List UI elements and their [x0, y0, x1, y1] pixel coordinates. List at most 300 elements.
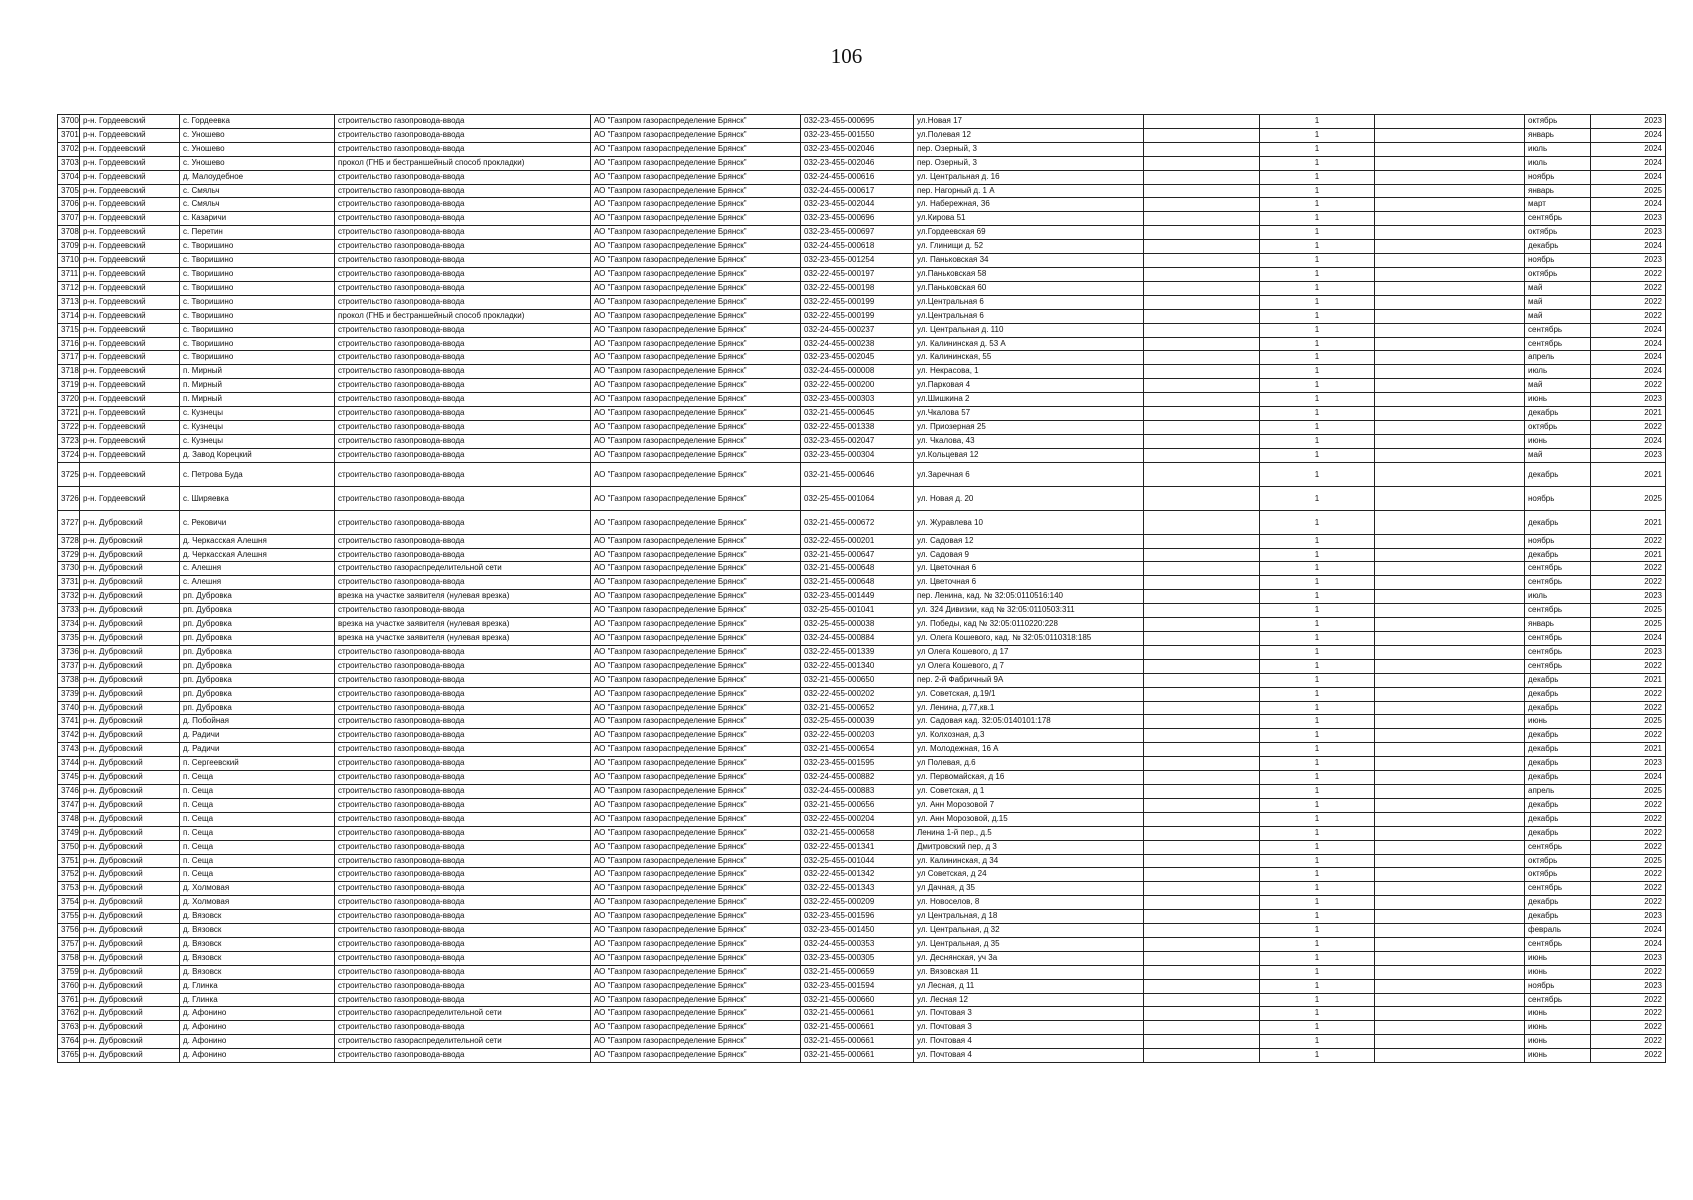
quantity-cell: 1 [1260, 826, 1375, 840]
district-cell: р-н. Гордеевский [80, 128, 180, 142]
organization-cell: АО "Газпром газораспределение Брянск" [591, 1021, 801, 1035]
row-number: 3764 [58, 1035, 80, 1049]
work-type-cell: строительство газопровода-ввода [335, 337, 591, 351]
application-code-cell: 032-21-455-000661 [801, 1021, 914, 1035]
year-cell: 2023 [1591, 979, 1666, 993]
quantity-cell: 1 [1260, 868, 1375, 882]
application-code-cell: 032-24-455-000238 [801, 337, 914, 351]
organization-cell: АО "Газпром газораспределение Брянск" [591, 798, 801, 812]
table-row [58, 826, 1666, 840]
blank-cell [1375, 462, 1525, 486]
organization-cell: АО "Газпром газораспределение Брянск" [591, 309, 801, 323]
quantity-cell: 1 [1260, 281, 1375, 295]
quantity-cell: 1 [1260, 184, 1375, 198]
organization-cell: АО "Газпром газораспределение Брянск" [591, 407, 801, 421]
blank-cell [1144, 510, 1260, 534]
organization-cell: АО "Газпром газораспределение Брянск" [591, 115, 801, 129]
blank-cell [1375, 170, 1525, 184]
district-cell: р-н. Дубровский [80, 576, 180, 590]
year-cell: 2025 [1591, 715, 1666, 729]
year-cell: 2024 [1591, 198, 1666, 212]
application-code-cell: 032-23-455-002047 [801, 434, 914, 448]
blank-cell [1375, 128, 1525, 142]
address-cell: ул. Первомайская, д 16 [914, 771, 1144, 785]
application-code-cell: 032-22-455-001341 [801, 840, 914, 854]
district-cell: р-н. Гордеевский [80, 420, 180, 434]
district-cell: р-н. Гордеевский [80, 240, 180, 254]
quantity-cell: 1 [1260, 448, 1375, 462]
blank-cell [1375, 993, 1525, 1007]
blank-cell [1144, 267, 1260, 281]
address-cell: ул. Центральная, д 32 [914, 924, 1144, 938]
year-cell: 2022 [1591, 562, 1666, 576]
application-code-cell: 032-24-455-000617 [801, 184, 914, 198]
row-number: 3757 [58, 937, 80, 951]
blank-cell [1375, 826, 1525, 840]
district-cell: р-н. Дубровский [80, 882, 180, 896]
table-row [58, 868, 1666, 882]
month-cell: декабрь [1525, 240, 1591, 254]
blank-cell [1375, 337, 1525, 351]
blank-cell [1144, 534, 1260, 548]
application-code-cell: 032-22-455-000203 [801, 729, 914, 743]
work-type-cell: строительство газопровода-ввода [335, 993, 591, 1007]
row-number: 3759 [58, 965, 80, 979]
settlement-cell: рп. Дубровка [180, 618, 335, 632]
row-number: 3728 [58, 534, 80, 548]
quantity-cell: 1 [1260, 548, 1375, 562]
settlement-cell: рп. Дубровка [180, 632, 335, 646]
year-cell: 2023 [1591, 212, 1666, 226]
blank-cell [1375, 240, 1525, 254]
district-cell: р-н. Дубровский [80, 604, 180, 618]
quantity-cell: 1 [1260, 701, 1375, 715]
row-number: 3731 [58, 576, 80, 590]
year-cell: 2023 [1591, 645, 1666, 659]
address-cell: ул. Калининская д. 53 А [914, 337, 1144, 351]
quantity-cell: 1 [1260, 910, 1375, 924]
settlement-cell: д. Глинка [180, 979, 335, 993]
year-cell: 2021 [1591, 673, 1666, 687]
address-cell: ул.Парковая 4 [914, 379, 1144, 393]
work-type-cell: строительство газопровода-ввода [335, 1049, 591, 1063]
table-row [58, 618, 1666, 632]
application-code-cell: 032-25-455-000038 [801, 618, 914, 632]
settlement-cell: п. Мирный [180, 393, 335, 407]
month-cell: июль [1525, 365, 1591, 379]
quantity-cell: 1 [1260, 198, 1375, 212]
settlement-cell: д. Черкасская Алешня [180, 548, 335, 562]
year-cell: 2024 [1591, 937, 1666, 951]
settlement-cell: п. Мирный [180, 365, 335, 379]
table-row [58, 548, 1666, 562]
blank-cell [1375, 548, 1525, 562]
blank-cell [1144, 882, 1260, 896]
row-number: 3730 [58, 562, 80, 576]
blank-cell [1375, 267, 1525, 281]
row-number: 3714 [58, 309, 80, 323]
register-body [58, 115, 1666, 1063]
table-row [58, 896, 1666, 910]
quantity-cell: 1 [1260, 854, 1375, 868]
blank-cell [1144, 757, 1260, 771]
settlement-cell: рп. Дубровка [180, 590, 335, 604]
address-cell: ул. Почтовая 3 [914, 1007, 1144, 1021]
work-type-cell: строительство газопровода-ввода [335, 267, 591, 281]
application-code-cell: 032-23-455-000697 [801, 226, 914, 240]
organization-cell: АО "Газпром газораспределение Брянск" [591, 715, 801, 729]
blank-cell [1144, 548, 1260, 562]
settlement-cell: д. Афонино [180, 1021, 335, 1035]
month-cell: октябрь [1525, 420, 1591, 434]
month-cell: декабрь [1525, 687, 1591, 701]
blank-cell [1144, 868, 1260, 882]
quantity-cell: 1 [1260, 687, 1375, 701]
quantity-cell: 1 [1260, 951, 1375, 965]
blank-cell [1375, 701, 1525, 715]
blank-cell [1375, 576, 1525, 590]
work-type-cell: строительство газораспределительной сети [335, 1035, 591, 1049]
blank-cell [1375, 254, 1525, 268]
quantity-cell: 1 [1260, 771, 1375, 785]
blank-cell [1144, 979, 1260, 993]
year-cell: 2022 [1591, 701, 1666, 715]
row-number: 3755 [58, 910, 80, 924]
year-cell: 2022 [1591, 687, 1666, 701]
address-cell: ул. Почтовая 3 [914, 1021, 1144, 1035]
quantity-cell: 1 [1260, 115, 1375, 129]
application-code-cell: 032-23-455-001596 [801, 910, 914, 924]
month-cell: октябрь [1525, 226, 1591, 240]
row-number: 3711 [58, 267, 80, 281]
table-row [58, 701, 1666, 715]
quantity-cell: 1 [1260, 323, 1375, 337]
blank-cell [1144, 645, 1260, 659]
settlement-cell: п. Сеща [180, 784, 335, 798]
quantity-cell: 1 [1260, 254, 1375, 268]
application-code-cell: 032-21-455-000647 [801, 548, 914, 562]
blank-cell [1144, 993, 1260, 1007]
work-type-cell: строительство газораспределительной сети [335, 1007, 591, 1021]
quantity-cell: 1 [1260, 882, 1375, 896]
address-cell: ул. Анн Морозовой 7 [914, 798, 1144, 812]
settlement-cell: с. Творишино [180, 267, 335, 281]
address-cell: ул Дачная, д 35 [914, 882, 1144, 896]
year-cell: 2022 [1591, 868, 1666, 882]
district-cell: р-н. Дубровский [80, 632, 180, 646]
settlement-cell: с. Кузнецы [180, 407, 335, 421]
table-row [58, 910, 1666, 924]
settlement-cell: с. Творишино [180, 323, 335, 337]
year-cell: 2024 [1591, 924, 1666, 938]
settlement-cell: с. Гордеевка [180, 115, 335, 129]
table-row [58, 295, 1666, 309]
settlement-cell: д. Вязовск [180, 965, 335, 979]
organization-cell: АО "Газпром газораспределение Брянск" [591, 434, 801, 448]
settlement-cell: с. Уношево [180, 128, 335, 142]
quantity-cell: 1 [1260, 407, 1375, 421]
blank-cell [1144, 323, 1260, 337]
address-cell: ул.Шишкина 2 [914, 393, 1144, 407]
district-cell: р-н. Дубровский [80, 924, 180, 938]
settlement-cell: д. Малоудебное [180, 170, 335, 184]
district-cell: р-н. Гордеевский [80, 486, 180, 510]
year-cell: 2025 [1591, 784, 1666, 798]
year-cell: 2024 [1591, 632, 1666, 646]
address-cell: ул. Лесная 12 [914, 993, 1144, 1007]
table-row [58, 407, 1666, 421]
address-cell: ул Лесная, д 11 [914, 979, 1144, 993]
organization-cell: АО "Газпром газораспределение Брянск" [591, 365, 801, 379]
application-code-cell: 032-22-455-000204 [801, 812, 914, 826]
row-number: 3735 [58, 632, 80, 646]
address-cell: ул. Почтовая 4 [914, 1049, 1144, 1063]
table-row [58, 212, 1666, 226]
year-cell: 2024 [1591, 128, 1666, 142]
quantity-cell: 1 [1260, 1049, 1375, 1063]
year-cell: 2022 [1591, 882, 1666, 896]
application-code-cell: 032-24-455-000008 [801, 365, 914, 379]
organization-cell: АО "Газпром газораспределение Брянск" [591, 687, 801, 701]
address-cell: ул. Центральная, д 35 [914, 937, 1144, 951]
month-cell: ноябрь [1525, 534, 1591, 548]
blank-cell [1144, 771, 1260, 785]
district-cell: р-н. Гордеевский [80, 393, 180, 407]
quantity-cell: 1 [1260, 618, 1375, 632]
quantity-cell: 1 [1260, 993, 1375, 1007]
district-cell: р-н. Дубровский [80, 715, 180, 729]
district-cell: р-н. Дубровский [80, 1021, 180, 1035]
district-cell: р-н. Дубровский [80, 1035, 180, 1049]
table-row [58, 1007, 1666, 1021]
blank-cell [1144, 407, 1260, 421]
address-cell: ул Центральная, д 18 [914, 910, 1144, 924]
organization-cell: АО "Газпром газораспределение Брянск" [591, 645, 801, 659]
month-cell: июнь [1525, 434, 1591, 448]
application-code-cell: 032-25-455-001064 [801, 486, 914, 510]
blank-cell [1375, 840, 1525, 854]
application-code-cell: 032-22-455-001342 [801, 868, 914, 882]
settlement-cell: д. Вязовск [180, 924, 335, 938]
organization-cell: АО "Газпром газораспределение Брянск" [591, 510, 801, 534]
month-cell: ноябрь [1525, 254, 1591, 268]
district-cell: р-н. Дубровский [80, 687, 180, 701]
district-cell: р-н. Дубровский [80, 896, 180, 910]
blank-cell [1144, 701, 1260, 715]
row-number: 3746 [58, 784, 80, 798]
district-cell: р-н. Дубровский [80, 562, 180, 576]
table-row [58, 198, 1666, 212]
table-row [58, 462, 1666, 486]
work-type-cell: строительство газопровода-ввода [335, 379, 591, 393]
month-cell: декабрь [1525, 798, 1591, 812]
work-type-cell: строительство газопровода-ввода [335, 729, 591, 743]
month-cell: июнь [1525, 965, 1591, 979]
month-cell: декабрь [1525, 510, 1591, 534]
month-cell: май [1525, 281, 1591, 295]
blank-cell [1375, 659, 1525, 673]
work-type-cell: строительство газопровода-ввода [335, 604, 591, 618]
month-cell: июль [1525, 590, 1591, 604]
blank-cell [1375, 896, 1525, 910]
blank-cell [1144, 896, 1260, 910]
district-cell: р-н. Гордеевский [80, 295, 180, 309]
month-cell: сентябрь [1525, 337, 1591, 351]
quantity-cell: 1 [1260, 295, 1375, 309]
register-table [57, 114, 1666, 1063]
application-code-cell: 032-21-455-000660 [801, 993, 914, 1007]
row-number: 3745 [58, 771, 80, 785]
blank-cell [1375, 645, 1525, 659]
district-cell: р-н. Гордеевский [80, 281, 180, 295]
year-cell: 2024 [1591, 323, 1666, 337]
work-type-cell: строительство газопровода-ввода [335, 351, 591, 365]
organization-cell: АО "Газпром газораспределение Брянск" [591, 562, 801, 576]
work-type-cell: строительство газопровода-ввода [335, 965, 591, 979]
year-cell: 2023 [1591, 951, 1666, 965]
row-number: 3753 [58, 882, 80, 896]
organization-cell: АО "Газпром газораспределение Брянск" [591, 323, 801, 337]
month-cell: апрель [1525, 784, 1591, 798]
month-cell: май [1525, 295, 1591, 309]
month-cell: декабрь [1525, 812, 1591, 826]
organization-cell: АО "Газпром газораспределение Брянск" [591, 993, 801, 1007]
table-row [58, 798, 1666, 812]
work-type-cell: строительство газопровода-ввода [335, 924, 591, 938]
row-number: 3734 [58, 618, 80, 632]
organization-cell: АО "Газпром газораспределение Брянск" [591, 743, 801, 757]
month-cell: декабрь [1525, 743, 1591, 757]
address-cell: ул. Паньковская 34 [914, 254, 1144, 268]
blank-cell [1375, 115, 1525, 129]
year-cell: 2022 [1591, 729, 1666, 743]
year-cell: 2024 [1591, 156, 1666, 170]
address-cell: ул.Центральная 6 [914, 295, 1144, 309]
district-cell: р-н. Дубровский [80, 951, 180, 965]
table-row [58, 576, 1666, 590]
work-type-cell: строительство газопровода-ввода [335, 715, 591, 729]
application-code-cell: 032-21-455-000648 [801, 576, 914, 590]
application-code-cell: 032-21-455-000672 [801, 510, 914, 534]
blank-cell [1144, 351, 1260, 365]
work-type-cell: строительство газопровода-ввода [335, 812, 591, 826]
blank-cell [1144, 590, 1260, 604]
row-number: 3725 [58, 462, 80, 486]
table-row [58, 1021, 1666, 1035]
settlement-cell: д. Холмовая [180, 882, 335, 896]
settlement-cell: рп. Дубровка [180, 673, 335, 687]
work-type-cell: строительство газопровода-ввода [335, 951, 591, 965]
district-cell: р-н. Гордеевский [80, 309, 180, 323]
year-cell: 2022 [1591, 309, 1666, 323]
quantity-cell: 1 [1260, 757, 1375, 771]
address-cell: ул. Советская, д 1 [914, 784, 1144, 798]
address-cell: ул. Новоселов, 8 [914, 896, 1144, 910]
month-cell: июль [1525, 156, 1591, 170]
row-number: 3749 [58, 826, 80, 840]
row-number: 3701 [58, 128, 80, 142]
row-number: 3751 [58, 854, 80, 868]
month-cell: декабрь [1525, 910, 1591, 924]
settlement-cell: п. Сеща [180, 826, 335, 840]
table-row [58, 281, 1666, 295]
month-cell: май [1525, 379, 1591, 393]
month-cell: ноябрь [1525, 486, 1591, 510]
year-cell: 2021 [1591, 548, 1666, 562]
organization-cell: АО "Газпром газораспределение Брянск" [591, 965, 801, 979]
quantity-cell: 1 [1260, 924, 1375, 938]
quantity-cell: 1 [1260, 632, 1375, 646]
quantity-cell: 1 [1260, 590, 1375, 604]
address-cell: ул. Приозерная 25 [914, 420, 1144, 434]
blank-cell [1375, 632, 1525, 646]
year-cell: 2022 [1591, 840, 1666, 854]
row-number: 3747 [58, 798, 80, 812]
work-type-cell: врезка на участке заявителя (нулевая врезка) [335, 618, 591, 632]
organization-cell: АО "Газпром газораспределение Брянск" [591, 729, 801, 743]
work-type-cell: строительство газопровода-ввода [335, 757, 591, 771]
application-code-cell: 032-21-455-000659 [801, 965, 914, 979]
settlement-cell: п. Сеща [180, 854, 335, 868]
quantity-cell: 1 [1260, 170, 1375, 184]
blank-cell [1375, 420, 1525, 434]
blank-cell [1375, 618, 1525, 632]
address-cell: ул Полевая, д.6 [914, 757, 1144, 771]
organization-cell: АО "Газпром газораспределение Брянск" [591, 198, 801, 212]
table-row [58, 379, 1666, 393]
blank-cell [1375, 379, 1525, 393]
quantity-cell: 1 [1260, 965, 1375, 979]
table-row [58, 393, 1666, 407]
blank-cell [1375, 198, 1525, 212]
row-number: 3762 [58, 1007, 80, 1021]
blank-cell [1375, 562, 1525, 576]
district-cell: р-н. Дубровский [80, 548, 180, 562]
district-cell: р-н. Дубровский [80, 757, 180, 771]
organization-cell: АО "Газпром газораспределение Брянск" [591, 448, 801, 462]
application-code-cell: 032-22-455-001343 [801, 882, 914, 896]
year-cell: 2025 [1591, 618, 1666, 632]
organization-cell: АО "Газпром газораспределение Брянск" [591, 771, 801, 785]
quantity-cell: 1 [1260, 420, 1375, 434]
work-type-cell: строительство газопровода-ввода [335, 486, 591, 510]
row-number: 3761 [58, 993, 80, 1007]
year-cell: 2023 [1591, 393, 1666, 407]
blank-cell [1375, 448, 1525, 462]
work-type-cell: строительство газопровода-ввода [335, 226, 591, 240]
quantity-cell: 1 [1260, 784, 1375, 798]
quantity-cell: 1 [1260, 1021, 1375, 1035]
settlement-cell: с. Петрова Буда [180, 462, 335, 486]
row-number: 3718 [58, 365, 80, 379]
blank-cell [1375, 812, 1525, 826]
address-cell: ул.Полевая 12 [914, 128, 1144, 142]
organization-cell: АО "Газпром газораспределение Брянск" [591, 618, 801, 632]
month-cell: декабрь [1525, 729, 1591, 743]
blank-cell [1144, 1049, 1260, 1063]
year-cell: 2022 [1591, 576, 1666, 590]
organization-cell: АО "Газпром газораспределение Брянск" [591, 462, 801, 486]
blank-cell [1375, 486, 1525, 510]
blank-cell [1144, 576, 1260, 590]
application-code-cell: 032-21-455-000661 [801, 1035, 914, 1049]
table-row [58, 267, 1666, 281]
blank-cell [1144, 309, 1260, 323]
district-cell: р-н. Дубровский [80, 937, 180, 951]
work-type-cell: строительство газопровода-ввода [335, 673, 591, 687]
month-cell: сентябрь [1525, 659, 1591, 673]
address-cell: ул.Кирова 51 [914, 212, 1144, 226]
